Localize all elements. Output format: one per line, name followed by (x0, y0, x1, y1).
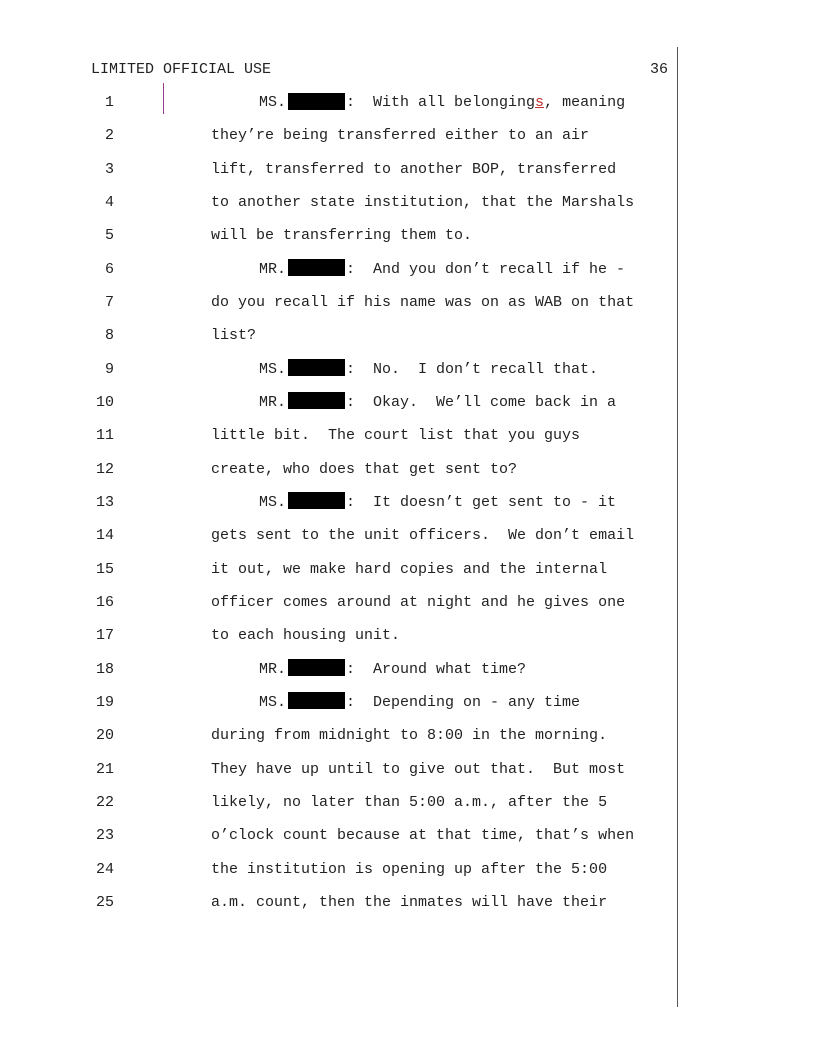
transcript-line (0, 155, 680, 188)
transcript-line (0, 555, 680, 588)
line-text: likely, no later than 5:00 a.m., after the 5 (211, 793, 608, 811)
line-number: 5 (104, 227, 114, 245)
line-text: do you recall if his name was on as WAB on that (211, 293, 635, 311)
line-number: 12 (95, 460, 114, 478)
speaker-text: : It doesn’t get sent to - it (346, 493, 617, 511)
line-text: during from midnight to 8:00 in the morning. (211, 727, 608, 745)
line-number: 1 (104, 94, 114, 111)
speaker-line (259, 655, 526, 685)
line-number: 6 (104, 260, 114, 278)
line-text: the institution is opening up after the 5:00 (211, 860, 608, 878)
line-text: a.m. count, then the inmates will have their (211, 893, 608, 911)
transcript-line (0, 455, 680, 488)
line-text: they’re being transferred either to an air (211, 127, 590, 145)
line-number: 14 (95, 527, 114, 545)
line-number: 4 (104, 193, 114, 211)
transcript-line (0, 488, 680, 521)
redaction-box (288, 93, 345, 110)
line-text: lift, transferred to another BOP, transferred (211, 160, 617, 178)
redaction-box (288, 359, 345, 376)
page-number: 36 (649, 61, 668, 78)
transcript-line (0, 255, 680, 288)
transcript-line (0, 388, 680, 421)
transcript-line (0, 288, 680, 321)
transcript-line (0, 888, 680, 921)
transcript-line (0, 855, 680, 888)
line-text: little bit. The court list that you guys (211, 427, 581, 445)
transcript-line (0, 821, 680, 854)
speaker-title: MS. (259, 94, 287, 111)
speaker-text: : Depending on - any time (346, 693, 581, 711)
transcript-line (0, 88, 680, 121)
line-number: 17 (95, 627, 114, 645)
line-text: will be transferring them to. (211, 227, 473, 245)
speaker-title: MS. (259, 493, 287, 511)
line-text: it out, we make hard copies and the internal (211, 560, 608, 578)
speaker-line (259, 688, 580, 718)
speaker-line (259, 388, 616, 418)
speaker-line (259, 488, 616, 518)
speaker-text-tail: , meaning (544, 94, 626, 111)
line-text: to each housing unit. (211, 627, 401, 645)
redaction-box (288, 259, 345, 276)
speaker-title: MS. (259, 693, 287, 711)
transcript-line (0, 121, 680, 154)
line-number: 13 (95, 493, 114, 511)
line-number: 10 (95, 393, 114, 411)
redaction-box (288, 659, 345, 676)
line-text: list? (211, 327, 257, 345)
line-number: 19 (95, 693, 114, 711)
speaker-title: MR. (259, 260, 287, 278)
speaker-text: : Okay. We’ll come back in a (346, 393, 617, 411)
transcript-line (0, 321, 680, 354)
spellcheck-mark: s (535, 94, 545, 111)
transcript-line (0, 421, 680, 454)
transcript-line (0, 755, 680, 788)
transcript-line (0, 221, 680, 254)
line-number: 23 (95, 827, 114, 845)
speaker-text: : Around what time? (346, 660, 527, 678)
speaker-title: MR. (259, 660, 287, 678)
redaction-box (288, 392, 345, 409)
classification-header: LIMITED OFFICIAL USE (91, 61, 272, 78)
line-number: 20 (95, 727, 114, 745)
transcript-line (0, 655, 680, 688)
line-number: 25 (95, 893, 114, 911)
line-number: 21 (95, 760, 114, 778)
line-text: create, who does that get sent to? (211, 460, 518, 478)
transcript-line (0, 188, 680, 221)
transcript-line (0, 788, 680, 821)
transcript-line (0, 355, 680, 388)
line-number: 9 (104, 360, 114, 378)
line-number: 22 (95, 793, 114, 811)
line-number: 18 (95, 660, 114, 678)
line-number: 7 (104, 293, 114, 311)
speaker-title: MR. (259, 393, 287, 411)
speaker-text: : And you don’t recall if he - (346, 260, 626, 278)
redaction-box (288, 492, 345, 509)
speaker-text: : With all belonging (346, 94, 536, 111)
line-text: officer comes around at night and he gives one (211, 593, 626, 611)
line-number: 2 (104, 127, 114, 145)
line-text: o’clock count because at that time, that’s when (211, 827, 635, 845)
transcript-line (0, 621, 680, 654)
line-number: 15 (95, 560, 114, 578)
speaker-line (259, 355, 598, 385)
redaction-box (288, 692, 345, 709)
line-number: 24 (95, 860, 114, 878)
line-text: to another state institution, that the Marshals (211, 193, 635, 211)
speaker-line (259, 255, 625, 285)
transcript-line (0, 688, 680, 721)
line-number: 16 (95, 593, 114, 611)
transcript-line (0, 588, 680, 621)
speaker-text: : No. I don’t recall that. (346, 360, 599, 378)
line-text: gets sent to the unit officers. We don’t email (211, 527, 635, 545)
line-number: 11 (95, 427, 114, 445)
line-number: 8 (104, 327, 114, 345)
speaker-line (259, 88, 625, 118)
line-text: They have up until to give out that. But most (211, 760, 626, 778)
transcript-line (0, 721, 680, 754)
transcript-line (0, 521, 680, 554)
speaker-title: MS. (259, 360, 287, 378)
transcript-lines (0, 88, 680, 921)
line-number: 3 (104, 160, 114, 178)
